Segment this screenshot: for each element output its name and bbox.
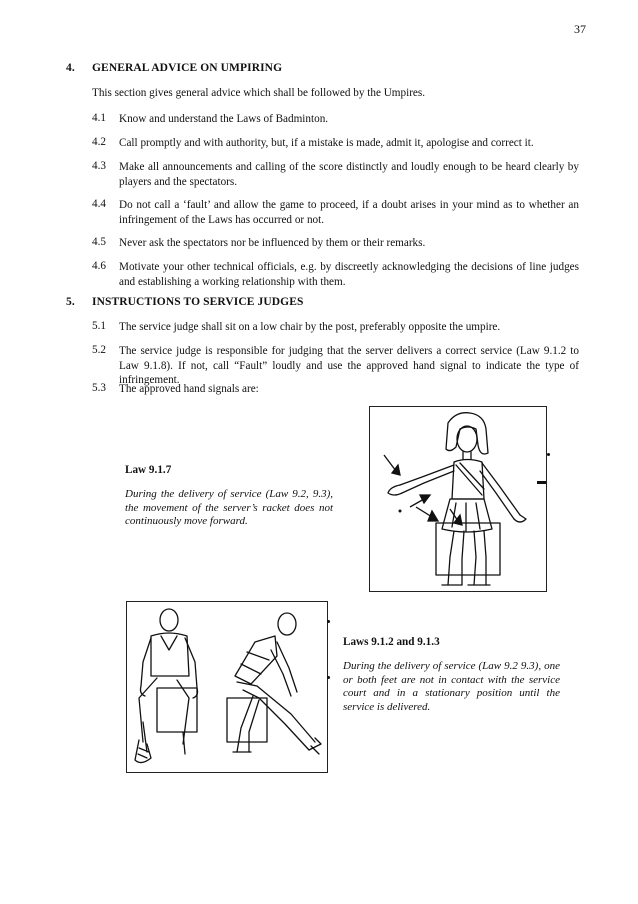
item-text: Make all announcements and calling of the score distinctly and loudly enough to be heard clearly by players and the spectators. (119, 161, 579, 188)
item-number: 4.3 (92, 160, 106, 172)
figure-2-drawing (127, 602, 327, 772)
margin-dot (547, 453, 550, 456)
margin-dot (327, 620, 330, 623)
item-number: 4.6 (92, 260, 106, 272)
item-number: 4.1 (92, 112, 106, 124)
item-text: The approved hand signals are: (119, 383, 259, 395)
item-number: 5.2 (92, 344, 106, 356)
figure-1-caption-text: During the delivery of service (Law 9.2, 9.3), the movement of the server’s racket does not continuously move forward. (125, 488, 333, 527)
item-text: Call promptly and with authority, but, if a mistake is made, admit it, apologise and correct it. (119, 137, 534, 149)
margin-dash (537, 481, 546, 484)
section-4-title: GENERAL ADVICE ON UMPIRING (92, 62, 283, 74)
figure-1-drawing (370, 407, 546, 591)
figure-1-illustration (369, 406, 547, 592)
page-number: 37 (574, 22, 586, 36)
section-5-number: 5. (66, 296, 75, 308)
item-text: Never ask the spectators nor be influenced by them or their remarks. (119, 237, 426, 249)
figure-2-caption-text: During the delivery of service (Law 9.2 9.3), one or both feet are not in contact with the service court and in a stationary position until the service is delivered. (343, 660, 560, 713)
item-number: 4.5 (92, 236, 106, 248)
section-4-intro: This section gives general advice which shall be followed by the Umpires. (92, 87, 426, 99)
item-number: 5.1 (92, 320, 106, 332)
item-number: 5.3 (92, 382, 106, 394)
item-text: The service judge shall sit on a low chair by the post, preferably opposite the umpire. (119, 321, 501, 333)
item-number: 4.2 (92, 136, 106, 148)
item-text: Know and understand the Laws of Badminton. (119, 113, 329, 125)
item-number: 4.4 (92, 198, 106, 210)
margin-dot (327, 676, 330, 679)
figure-1-caption-title: Law 9.1.7 (125, 464, 172, 476)
figure-2-illustration (126, 601, 328, 773)
figure-2-caption-title: Laws 9.1.2 and 9.1.3 (343, 636, 440, 648)
section-4-number: 4. (66, 62, 75, 74)
section-5-title: INSTRUCTIONS TO SERVICE JUDGES (92, 296, 304, 308)
item-text: Motivate your other technical officials, e.g. by discreetly acknowledging the decisions of line judges and establishing a working relationship with them. (119, 261, 579, 288)
item-text: The service judge is responsible for judging that the server delivers a correct service (Law 9.1.2 to Law 9.1.8). If not, call “Fault” loudly and use the approved hand signal to indicate the type of infringement. (119, 345, 579, 386)
item-text: Do not call a ‘fault’ and allow the game to proceed, if a doubt arises in your mind as to whether an infringement of the Laws has occurred or not. (119, 199, 579, 226)
